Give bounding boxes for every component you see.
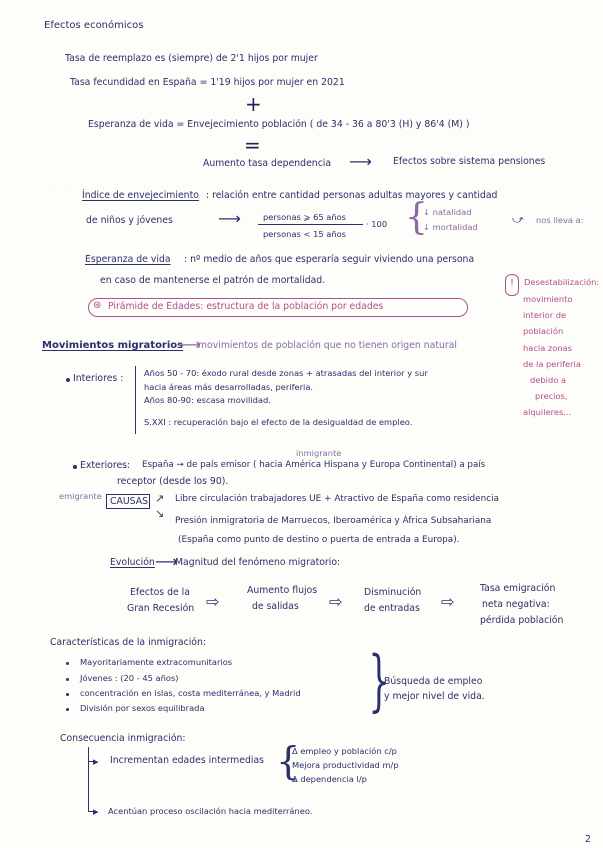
- bullet: [66, 378, 70, 382]
- consecuencia-effect: Mejora productividad m/p: [292, 760, 399, 770]
- interiores-item: hacia áreas más desarrolladas, periferia.: [144, 382, 314, 392]
- esperanza-text2: en caso de mantenerse el patrón de mortalidad.: [100, 275, 326, 286]
- tree-line: [88, 747, 89, 812]
- esperanza-title: Esperanza de vida: [85, 254, 171, 265]
- migraciones-title: Movimientos migratorios: [42, 340, 184, 351]
- chain-step: de salidas: [252, 601, 299, 612]
- arrow-icon: ↘: [155, 507, 165, 520]
- chain-step: Tasa emigración: [480, 583, 556, 594]
- bracket-line: [135, 366, 136, 434]
- nos-lleva: nos lleva a:: [536, 215, 584, 225]
- curly-brace: }: [368, 642, 390, 719]
- caracteristica-item: Jóvenes : (20 - 45 años): [80, 673, 179, 683]
- curly-brace: {: [405, 197, 428, 238]
- side-note-line: precios,: [535, 391, 568, 401]
- consecuencia-item: Incrementan edades intermedias: [110, 755, 264, 766]
- indice-title: Índice de envejecimiento: [82, 190, 199, 201]
- consecuencia-effect: Δ dependencia l/p: [292, 774, 367, 784]
- arrow-icon: ⟶: [178, 335, 201, 354]
- chain-step: pérdida población: [480, 615, 564, 626]
- double-arrow-icon: ⇨: [206, 592, 220, 611]
- tasa-reemplazo: Tasa de reemplazo es (siempre) de 2'1 hijos por mujer: [65, 53, 318, 64]
- caracteristica-item: concentración en islas, costa mediterránea, y Madrid: [80, 688, 301, 698]
- caracteristica-item: División por sexos equilibrada: [80, 703, 205, 713]
- indice-text1: : relación entre cantidad personas adultas mayores y cantidad: [206, 190, 498, 201]
- fraction-denominator: personas < 15 años: [263, 229, 347, 239]
- migraciones-definition: movimientos de población que no tienen origen natural: [198, 340, 457, 351]
- caracteristicas-title: Características de la inmigración:: [50, 637, 207, 648]
- side-note-line: Desestabilización:: [524, 277, 600, 287]
- aumento-dependencia: Aumento tasa dependencia: [203, 158, 332, 169]
- chain-step: Disminución: [364, 587, 422, 598]
- bullet: [66, 678, 69, 681]
- side-note-line: de la periferia: [523, 359, 581, 369]
- causa-item: Presión inmigratoria de Marruecos, Iberoamérica y África Subsahariana: [175, 516, 492, 526]
- bullet: [66, 708, 69, 711]
- evolucion-label: Evolución: [110, 557, 155, 568]
- equals-sign: =: [244, 133, 261, 157]
- fraction-numerator: personas ⩾ 65 años: [263, 212, 347, 222]
- caracteristica-item: Mayoritariamente extracomunitarios: [80, 657, 233, 667]
- exteriores-text1: España → de país emisor ( hacia América Hispana y Europa Continental) a país: [142, 460, 486, 470]
- curved-arrow-icon: ⤻: [512, 213, 524, 226]
- consecuencia-title: Consecuencia inmigración:: [60, 733, 186, 744]
- side-note-line: población: [523, 326, 564, 336]
- arrow-icon: ▸: [93, 805, 99, 818]
- esperanza-line: Esperanza de vida = Envejecimiento población ( de 34 - 36 a 80'3 (H) y 86'4 (M) ): [88, 119, 470, 130]
- double-arrow-icon: ⇨: [441, 592, 455, 611]
- side-note-line: alquileres...: [523, 407, 572, 417]
- arrow-icon: ▸: [93, 755, 99, 768]
- brace-item: ↓ natalidad: [423, 207, 472, 217]
- caracteristicas-result: Búsqueda de empleo: [384, 676, 483, 687]
- efectos-pensiones: Efectos sobre sistema pensiones: [393, 156, 546, 167]
- esperanza-text1: : nº medio de años que esperaría seguir viviendo una persona: [184, 254, 475, 265]
- bullet: [66, 662, 69, 665]
- chain-step: neta negativa:: [482, 599, 550, 610]
- tasa-fecundidad: Tasa fecundidad en España = 1'19 hijos por mujer en 2021: [70, 77, 345, 88]
- side-note-line: movimiento: [523, 294, 573, 304]
- chain-step: Gran Recesión: [127, 603, 195, 614]
- section-title: Efectos económicos: [44, 20, 144, 31]
- chain-step: Aumento flujos: [247, 585, 318, 596]
- exteriores-label: Exteriores:: [80, 460, 131, 471]
- piramide-marker: ⊛: [93, 300, 102, 311]
- bullet: [66, 693, 69, 696]
- piramide-text: Pirámide de Edades: estructura de la población por edades: [108, 301, 384, 312]
- side-note-marker: !: [510, 278, 515, 289]
- side-note-line: interior de: [523, 310, 567, 320]
- consecuencia-item: Acentúan proceso oscilación hacia mediterráneo.: [108, 806, 313, 816]
- brace-item: ↓ mortalidad: [423, 222, 478, 232]
- arrow-icon: ⟶: [349, 152, 372, 171]
- caracteristicas-result: y mejor nivel de vida.: [384, 691, 485, 702]
- bleed-through-text: · · · · · · · · ·: [30, 188, 79, 198]
- evolucion-text: Magnitud del fenómeno migratorio:: [175, 557, 341, 568]
- inmigrante-annotation: inmigrante: [296, 448, 342, 458]
- times-hundred: · 100: [366, 219, 388, 229]
- causa-item: (España como punto de destino o puerta de entrada a Europa).: [178, 535, 460, 545]
- arrow-icon: ⟶: [218, 209, 241, 228]
- arrow-icon: ↗: [155, 492, 165, 505]
- indice-text2: de niños y jóvenes: [86, 215, 173, 226]
- consecuencia-effect: Δ empleo y población c/p: [292, 746, 397, 756]
- causa-item: Libre circulación trabajadores UE + Atractivo de España como residencia: [175, 494, 499, 504]
- arrow-icon: ⟶: [155, 552, 178, 571]
- exteriores-text2: receptor (desde los 90).: [117, 476, 229, 487]
- plus-sign: +: [245, 92, 262, 116]
- interiores-item: Años 80-90: escasa movilidad.: [144, 395, 271, 405]
- interiores-item: Años 50 - 70: éxodo rural desde zonas + atrasadas del interior y sur: [144, 368, 428, 378]
- double-arrow-icon: ⇨: [329, 592, 343, 611]
- chain-step: Efectos de la: [130, 587, 190, 598]
- causas-label: CAUSAS: [110, 496, 148, 507]
- interiores-item: S.XXI : recuperación bajo el efecto de la desigualdad de empleo.: [144, 417, 413, 427]
- interiores-label: Interiores :: [73, 373, 124, 384]
- chain-step: de entradas: [364, 603, 420, 614]
- side-note-line: hacia zonas: [523, 343, 573, 353]
- page-number: 2: [585, 834, 591, 845]
- bullet: [73, 465, 77, 469]
- side-note-line: debido a: [530, 375, 567, 385]
- curly-brace: {: [276, 739, 301, 783]
- fraction-bar: [258, 224, 363, 225]
- emigrante-annotation: emigrante: [59, 491, 102, 501]
